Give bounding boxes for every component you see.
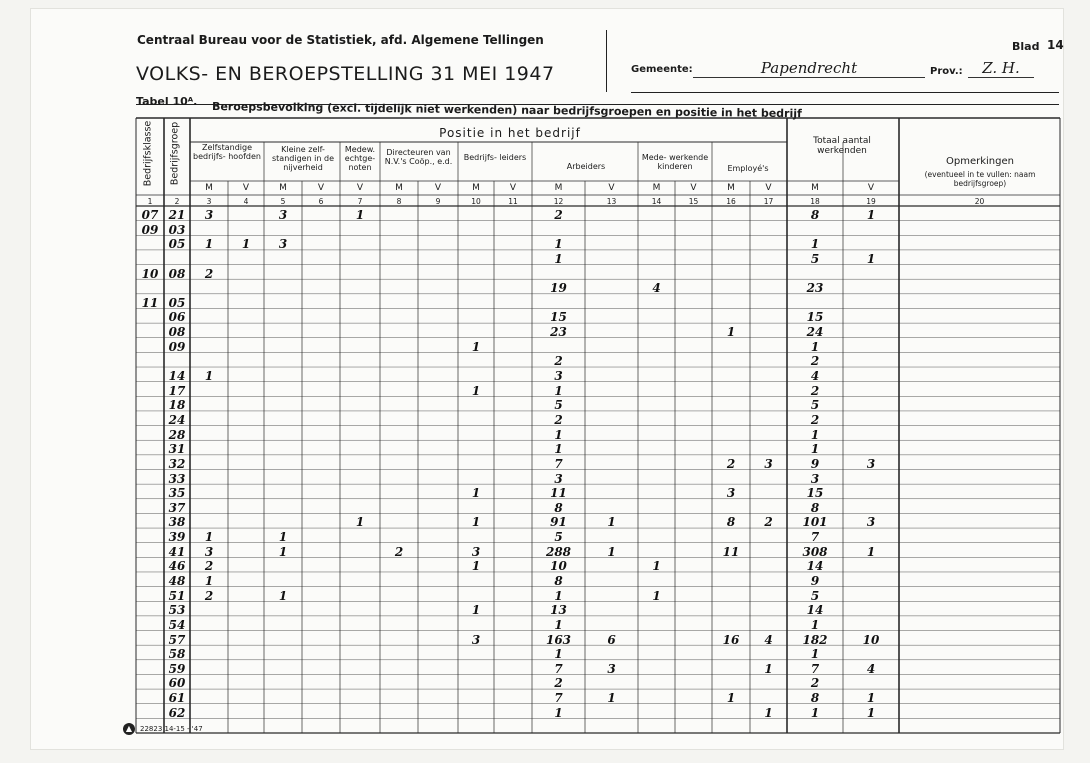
count-cell: 1 [810, 705, 820, 720]
count-cell: 1 [810, 442, 820, 457]
count-cell: 6 [607, 632, 616, 647]
count-cell: 4 [764, 632, 773, 647]
count-cell: 1 [554, 588, 563, 603]
count-cell: 1 [554, 617, 563, 632]
count-cell: 8 [810, 500, 820, 515]
count-cell: 1 [866, 251, 876, 266]
bedrijfsgroep-cell: 08 [168, 325, 186, 340]
count-cell: 1 [866, 705, 876, 720]
count-cell: 5 [554, 530, 563, 545]
count-cell: 2 [554, 412, 563, 427]
column-number: 19 [866, 197, 876, 206]
bureau-title: Centraal Bureau voor de Statistiek, afd. Algemene Tellingen [137, 33, 544, 47]
count-cell: 3 [810, 471, 820, 486]
employes-header: Employé's [727, 164, 769, 173]
bedrijfsgroep-cell: 59 [168, 661, 186, 676]
count-cell: 2 [810, 676, 820, 691]
count-cell: 3 [204, 544, 214, 559]
count-cell: 1 [866, 208, 876, 222]
count-cell: 5 [810, 251, 820, 266]
count-cell: 3 [866, 456, 876, 471]
count-cell: 3 [554, 369, 563, 384]
column-number: 15 [688, 197, 699, 206]
prov-value: Z. H. [982, 59, 1020, 77]
count-cell: 3 [726, 486, 736, 501]
count-cell: 2 [394, 544, 404, 559]
count-cell: 3 [278, 208, 288, 222]
bedrijfsklasse-cell: 11 [141, 295, 159, 310]
count-cell: 8 [554, 500, 563, 515]
zelfstandige-header: Zelfstandige bedrijfs- hoofden [193, 143, 261, 162]
count-cell: 13 [550, 603, 567, 618]
count-cell: 8 [810, 208, 820, 222]
count-cell: 1 [471, 603, 481, 618]
count-cell: 1 [554, 237, 563, 252]
count-cell: 9 [810, 456, 820, 471]
count-cell: 9 [810, 573, 820, 588]
mv-label: V [509, 183, 517, 193]
bedrijfsgroep-cell: 37 [168, 500, 186, 515]
opmerkingen-header: Opmerkingen [946, 156, 1014, 167]
count-cell: 3 [278, 237, 288, 252]
bedrijfsgroep-cell: 06 [168, 310, 186, 325]
count-cell: 11 [550, 486, 567, 501]
count-cell: 2 [204, 588, 214, 603]
bedrijfsgroep-cell: 35 [168, 486, 186, 501]
bedrijfsgroep-cell: 38 [168, 515, 186, 530]
count-cell: 1 [554, 442, 563, 457]
count-cell: 1 [810, 237, 820, 252]
count-cell: 308 [802, 544, 828, 559]
count-cell: 1 [241, 237, 251, 252]
positie-header: Positie in het bedrijf [439, 126, 581, 140]
count-cell: 23 [806, 281, 824, 296]
count-cell: 1 [554, 647, 563, 662]
count-cell: 1 [866, 544, 876, 559]
column-number: 18 [810, 197, 820, 206]
kleine-header: Kleine zelf- standigen in de nijverheid [271, 145, 335, 173]
count-cell: 1 [810, 647, 820, 662]
count-cell: 2 [204, 559, 214, 574]
count-cell: 1 [278, 544, 288, 559]
directeuren-header: Directeuren van N.V.'s Coöp., e.d. [384, 148, 453, 167]
bedrijfsgroep-cell: 60 [168, 676, 186, 691]
count-cell: 1 [607, 515, 616, 530]
count-cell: 5 [554, 398, 563, 413]
mv-label: V [242, 183, 250, 193]
count-cell: 2 [204, 266, 214, 281]
count-cell: 3 [471, 632, 481, 647]
count-cell: 1 [471, 486, 481, 501]
arbeiders-header: Arbeiders [566, 162, 606, 171]
count-cell: 1 [204, 573, 214, 588]
bedrijfsgroep-cell: 46 [168, 559, 186, 574]
column-number: 14 [651, 197, 662, 206]
count-cell: 15 [806, 486, 824, 501]
mv-label: M [395, 183, 403, 193]
count-cell: 4 [866, 661, 876, 676]
count-cell: 3 [607, 661, 616, 676]
count-cell: 15 [550, 310, 567, 325]
print-code: 22823 14-15 - '47 [140, 725, 203, 733]
column-number: 1 [147, 197, 153, 206]
mv-label: M [472, 183, 480, 193]
opmerkingen-subheader: (eventueel in te vullen: naam bedrijfsgroep) [924, 170, 1036, 188]
prov-label: Prov.: [930, 66, 963, 77]
count-cell: 1 [652, 588, 661, 603]
count-cell: 7 [554, 661, 563, 676]
bedrijfsgroep-cell: 48 [168, 573, 186, 588]
bedrijfsgroep-cell: 51 [168, 588, 186, 603]
gemeente-label: Gemeente: [631, 64, 693, 75]
column-number: 7 [357, 197, 363, 206]
mv-label: V [690, 183, 697, 193]
count-cell: 1 [652, 559, 661, 574]
count-cell: 1 [554, 705, 563, 720]
mv-label: V [608, 183, 615, 193]
column-number: 9 [435, 197, 441, 206]
bedrijfsgroep-cell: 05 [168, 295, 186, 310]
bedrijfsgroep-cell: 14 [168, 369, 186, 384]
count-cell: 2 [764, 515, 773, 530]
count-cell: 2 [554, 208, 563, 222]
mv-label: M [652, 183, 661, 193]
count-cell: 11 [722, 544, 740, 559]
bedrijfsgroep-cell: 61 [168, 691, 186, 706]
bedrijfsgroep-cell: 08 [168, 266, 186, 281]
count-cell: 1 [554, 383, 563, 398]
bedrijfsklasse-header: Bedrijfsklasse [142, 120, 154, 187]
column-number: 17 [763, 197, 774, 206]
count-cell: 1 [204, 530, 214, 545]
bedrijfsgroep-cell: 32 [168, 456, 186, 471]
column-number: 6 [318, 197, 324, 206]
count-cell: 5 [810, 398, 820, 413]
count-cell: 288 [545, 544, 572, 559]
mede-header: Mede- werkende kinderen [641, 153, 709, 172]
count-cell: 2 [810, 383, 820, 398]
bedrijfsgroep-cell: 53 [168, 603, 186, 618]
blad-number: 14 [1047, 38, 1064, 52]
count-cell: 4 [652, 281, 661, 296]
mv-label: V [765, 183, 772, 193]
bedrijfsgroep-cell: 33 [168, 471, 186, 486]
bedrijfsgroep-cell: 57 [168, 632, 186, 647]
count-cell: 2 [726, 456, 736, 471]
column-number: 4 [243, 197, 249, 206]
medew-header: Medew. echtge- noten [344, 145, 376, 173]
bedrijfsgroep-cell: 62 [168, 705, 186, 720]
bedrijfsgroep-cell: 17 [168, 383, 186, 398]
count-cell: 1 [607, 544, 616, 559]
count-cell: 1 [810, 339, 820, 354]
count-cell: 1 [471, 559, 481, 574]
count-cell: 3 [471, 544, 481, 559]
count-cell: 2 [810, 412, 820, 427]
bedrijfsgroep-cell: 31 [168, 442, 186, 457]
count-cell: 1 [726, 325, 736, 340]
mv-label: V [317, 183, 325, 193]
mv-label: V [356, 183, 364, 193]
bedrijfsgroep-header: Bedrijfsgroep [169, 121, 181, 186]
count-cell: 7 [810, 530, 820, 545]
totaal-header: Totaal aantal werkenden [813, 136, 871, 157]
count-cell: 1 [471, 383, 481, 398]
count-cell: 1 [810, 617, 820, 632]
column-number: 3 [206, 197, 212, 206]
count-cell: 14 [806, 559, 824, 574]
column-number: 12 [553, 197, 564, 206]
bedrijfsgroep-cell: 18 [168, 398, 186, 413]
count-cell: 101 [802, 515, 828, 530]
count-cell: 14 [806, 603, 824, 618]
bedrijfsgroep-cell: 54 [168, 617, 186, 632]
count-cell: 1 [554, 251, 563, 266]
count-cell: 7 [554, 691, 563, 706]
bedrijfsgroep-cell: 39 [168, 530, 186, 545]
blad-label: Blad [1012, 40, 1040, 53]
tabel-number: Tabel 10ᴬ. [136, 95, 198, 108]
mv-label: V [434, 183, 442, 193]
count-cell: 182 [802, 632, 828, 647]
column-number: 8 [396, 197, 402, 206]
column-number: 13 [606, 197, 617, 206]
count-cell: 1 [278, 588, 288, 603]
count-cell: 16 [722, 632, 740, 647]
column-number: 2 [174, 197, 180, 206]
column-number: 20 [974, 197, 985, 206]
count-cell: 8 [554, 573, 563, 588]
count-cell: 10 [550, 559, 567, 574]
count-cell: 3 [204, 208, 214, 222]
count-cell: 2 [554, 354, 563, 369]
count-cell: 1 [607, 691, 616, 706]
mv-label: M [811, 183, 819, 193]
printer-mark-icon: ▲ [123, 723, 135, 735]
count-cell: 1 [355, 515, 365, 530]
count-cell: 8 [810, 691, 820, 706]
bedrijfsgroep-cell: 28 [168, 427, 186, 442]
column-number: 5 [280, 197, 286, 206]
bedrijfsgroep-cell: 05 [168, 237, 186, 252]
count-cell: 163 [545, 632, 572, 647]
count-cell: 5 [810, 588, 820, 603]
count-cell: 2 [554, 676, 563, 691]
bedrijfsklasse-cell: 09 [141, 222, 159, 237]
count-cell: 4 [810, 369, 820, 384]
count-cell: 1 [204, 369, 214, 384]
count-cell: 15 [806, 310, 824, 325]
count-cell: 23 [550, 325, 567, 340]
count-cell: 3 [764, 456, 773, 471]
count-cell: 1 [810, 427, 820, 442]
bedrijfsgroep-cell: 24 [168, 412, 186, 427]
column-number: 10 [471, 197, 481, 206]
count-cell: 19 [550, 281, 567, 296]
count-cell: 1 [278, 530, 288, 545]
count-cell: 1 [764, 661, 773, 676]
mv-label: M [279, 183, 287, 193]
count-cell: 24 [806, 325, 824, 340]
bedrijfsgroep-cell: 09 [168, 339, 186, 354]
mv-label: M [554, 183, 563, 193]
count-cell: 1 [764, 705, 773, 720]
column-number: 16 [726, 197, 736, 206]
count-cell: 1 [726, 691, 736, 706]
count-cell: 3 [866, 515, 876, 530]
mv-label: V [867, 183, 875, 193]
gemeente-value: Papendrecht [760, 59, 858, 77]
bedrijfsgroep-cell: 03 [168, 222, 186, 237]
count-cell: 10 [862, 632, 880, 647]
bedrijfsgroep-cell: 21 [168, 208, 186, 222]
mv-label: M [205, 183, 213, 193]
tabel-description: Beroepsbevolking (excl. tijdelijk niet werkenden) naar bedrijfsgroepen en positie in het bedrijf [211, 100, 802, 121]
count-cell: 7 [554, 456, 563, 471]
bedrijfsgroep-cell: 58 [168, 647, 186, 662]
bedrijfsgroep-cell: 41 [168, 544, 186, 559]
leiders-header: Bedrijfs- leiders [463, 153, 527, 162]
count-cell: 2 [810, 354, 820, 369]
column-number: 11 [508, 197, 518, 206]
count-cell: 7 [810, 661, 820, 676]
count-cell: 1 [866, 691, 876, 706]
count-cell: 91 [550, 515, 567, 530]
count-cell: 1 [471, 339, 481, 354]
count-cell: 1 [355, 208, 365, 222]
count-cell: 1 [471, 515, 481, 530]
count-cell: 8 [726, 515, 736, 530]
count-cell: 1 [204, 237, 214, 252]
bedrijfsklasse-cell: 10 [141, 266, 159, 281]
count-cell: 3 [554, 471, 563, 486]
count-cell: 1 [554, 427, 563, 442]
bedrijfsklasse-cell: 07 [141, 208, 159, 222]
mv-label: M [727, 183, 735, 193]
census-title: VOLKS- EN BEROEPSTELLING 31 MEI 1947 [136, 63, 555, 85]
